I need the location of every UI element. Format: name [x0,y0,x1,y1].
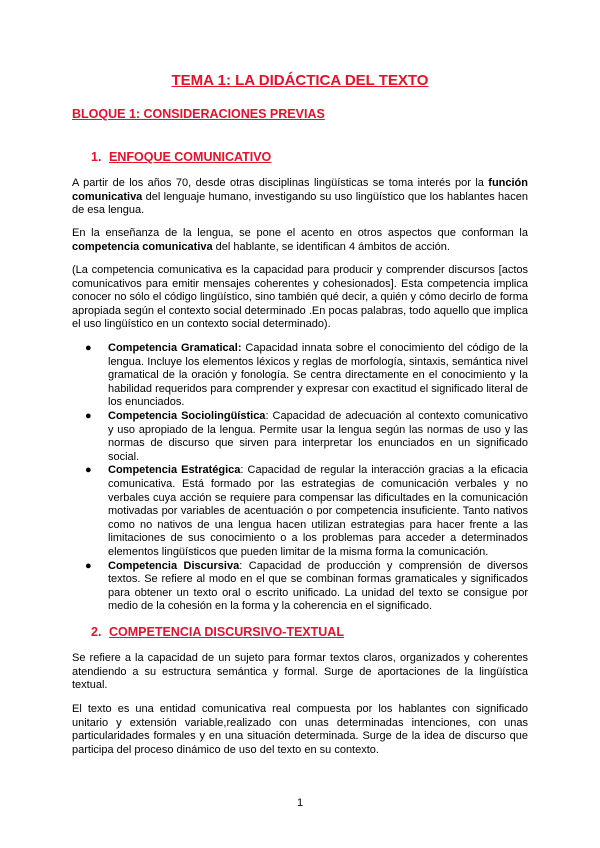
bold-term: función comunicativa [72,177,528,203]
section-1-heading [91,150,271,164]
list-item-text: : Capacidad de producción y comprensión de diversos textos. Se refiere al modo en el que se combinan formas gramaticales y significados para obtener un texto oral o escrito unificado. La unidad del texto se consigue por medio de la cohesión en la forma y la coherencia en el significado. [108,559,529,613]
section-1-number: 1. [91,150,102,164]
bold-term: competencia comunicativa [72,240,213,253]
list-item [72,342,528,410]
section-2-paragraph-2: El texto es una entidad comunicativa real compuesta por los hablantes con significado unitario y extensión variable,realizado con unas determinadas intenciones, con unas particularidades formales y en una situación determinada. Surge de la idea de discurso que participa del proceso dinámico de uso del texto en su contexto. [72,703,528,756]
list-item [72,560,528,614]
bullet-icon: ● [85,409,92,422]
page-number: 1 [296,797,304,809]
list-item-term: Competencia Estratégica [108,464,241,477]
section-2-title: COMPETENCIA DISCURSIVO-TEXTUAL [109,625,344,639]
bullet-icon: ● [85,464,92,477]
list-item [72,464,528,559]
competence-list [72,342,528,614]
bullet-icon: ● [85,559,92,572]
document-title: TEMA 1: LA DIDÁCTICA DEL TEXTO [171,72,429,89]
list-item-text: : Capacidad de adecuación al contexto comunicativo y uso apropiado de la lengua. Permite usar la lengua según las normas de uso y las normas de discurso que sirven para interpretar los enunciados en un significado social. [108,409,528,463]
list-item-term: Competencia Sociolingüística [108,409,266,422]
section-1-title: ENFOQUE COMUNICATIVO [109,150,272,164]
section-2-paragraph-1: Se refiere a la capacidad de un sujeto para formar textos claros, organizados y coherentes atendiendo a su estructura semántica y formal. Surge de aportaciones de la lingüística textual. [72,652,528,692]
section-2-number: 2. [91,625,102,639]
section-1-paragraph-1: A partir de los años 70, desde otras disciplinas lingüísticas se toma interés por la función comunicativa del lenguaje humano, investigando su uso lingüístico que los hablantes hacen de esa lengua. [72,177,528,217]
list-item-term: Competencia Discursiva [108,559,240,572]
list-item-text: Capacidad innata sobre el conocimiento del código de la lengua. Incluye los elementos léxicos y reglas de morfología, sintaxis, semántica nivel gramatical de la oración y fonología. Se centra directamente en el conocimiento y la habilidad requeridos para comprender y expresar con exactitud el significado literal de los enunciados. [108,342,529,409]
list-item [72,410,528,464]
list-item-text: : Capacidad de regular la interacción gracias a la eficacia comunicativa. Está formado por las estrategias de comunicación verbales y no verbales cuya acción se requiere para compensar las dificultades en la comunicación motivadas por variables de acentuación o por competencia insuficiente. Tanto nativos como no nativos de una lengua hacen utilizan estrategias para hacer frente a las limitaciones de sus conocimiento o a los problemas para acceder a determinados elementos lingüísticos que pueden limitar de la misma forma la comunicación. [108,464,529,558]
bullet-icon: ● [85,342,92,354]
section-1-paragraph-3: (La competencia comunicativa es la capacidad para producir y comprender discursos [actos comunicativos para emitir mensajes coherentes y cohesionados]. Esta competencia implica conocer no sólo el código lingüístico, sino también qué decir, a quién y cómo decirlo de forma apropiada según el contexto social determinado .En pocas palabras, todo aquello que implica el uso lingüístico en un contexto social determinado). [72,264,528,331]
list-item-term: Competencia Gramatical: [108,342,242,354]
block-heading: BLOQUE 1: CONSIDERACIONES PREVIAS [72,107,325,121]
section-1-paragraph-2: En la enseñanza de la lengua, se pone el acento en otros aspectos que conforman la competencia comunicativa del hablante, se identifican 4 ámbitos de acción. [72,227,528,253]
section-2-heading [91,625,344,639]
